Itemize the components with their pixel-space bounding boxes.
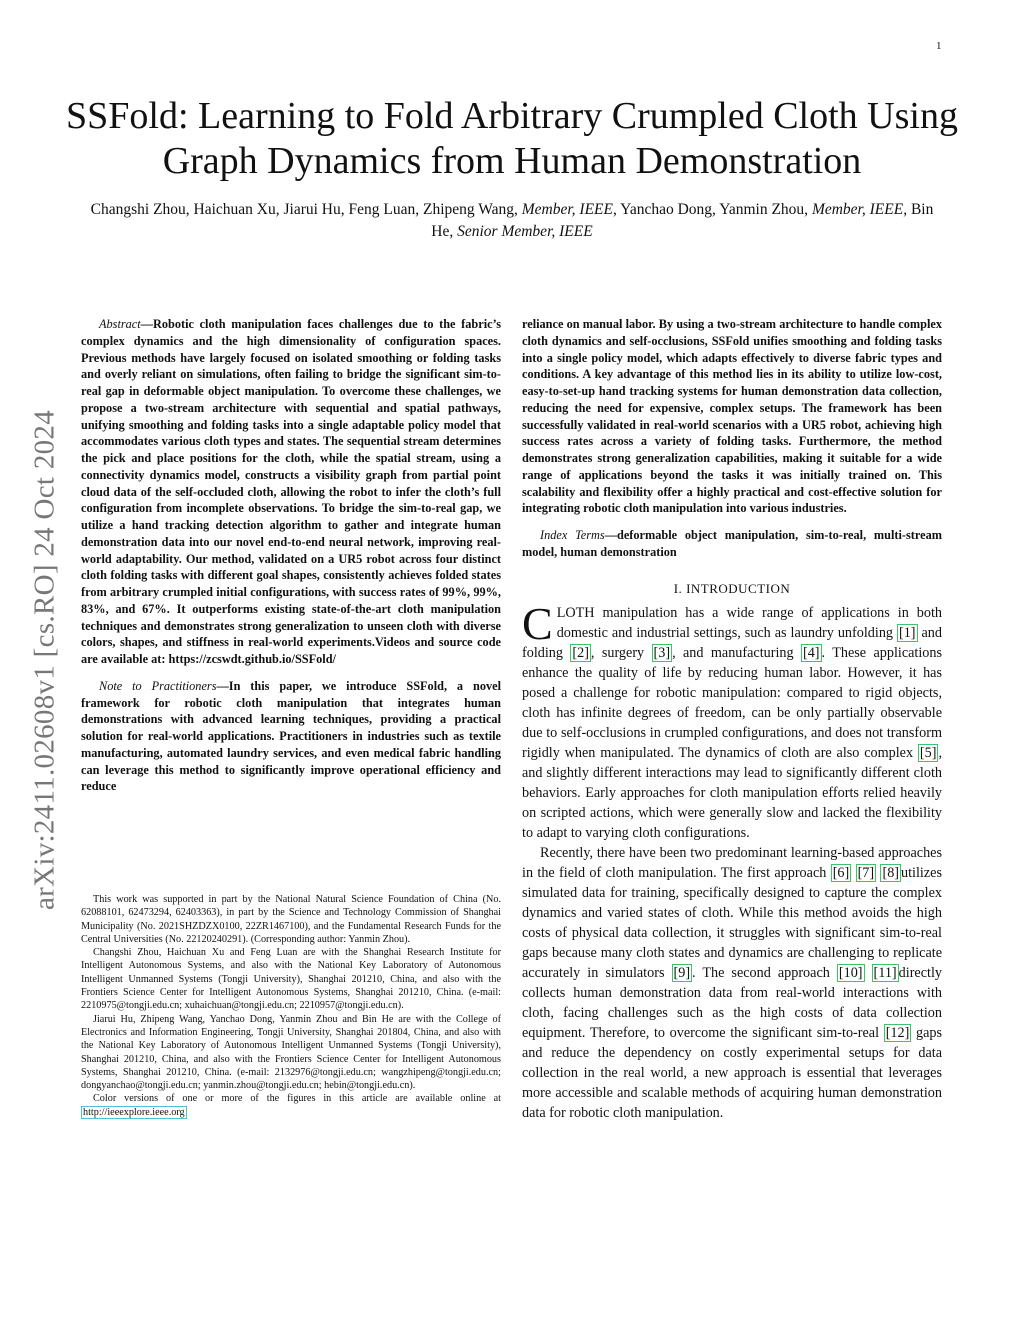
intro-p1-text-d: , and manufacturing [672, 644, 801, 661]
page-number: 1 [936, 40, 942, 52]
right-column [522, 316, 942, 1123]
citation-6[interactable]: [6] [832, 864, 850, 881]
citation-4[interactable]: [4] [802, 644, 820, 661]
index-terms [522, 527, 942, 561]
intro-paragraph-1 [522, 597, 943, 843]
intro-p2-text-c: . The second approach [692, 964, 837, 981]
intro-p2-text-a: Recently, there have been two predominant learning-based approaches in the field of cloth manipulation. The first approach [522, 844, 942, 881]
footnote-funding: This work was supported in part by the National Natural Science Foundation of China (No. 62088101, 62473294, 62403363), in part by the Science and Technology Commission of Shanghai Municipality (No. 2021SHZDZX0100, 22ZR1467100), and the Fundamental Research Funds for the Central Universities (No. 22120240291). (Corresponding author: Yanmin Zhou). [81, 894, 501, 945]
paper-title: SSFold: Learning to Fold Arbitrary Crumpled Cloth Using Graph Dynamics from Human Demonstration [66, 95, 958, 182]
citation-9[interactable]: [9] [673, 964, 691, 981]
abstract-label: Abstract [99, 317, 141, 331]
intro-p1-text-a: LOTH manipulation has a wide range of applications in both domestic and industrial settings, such as laundry unfolding [556, 604, 942, 641]
citation-2[interactable]: [2] [572, 644, 589, 661]
citation-7[interactable]: [7] [857, 864, 875, 881]
intro-p1-text-c: , surgery [590, 644, 652, 661]
intro-p1-text-f: , and slightly different interactions may lead to significantly different cloth behaviors. Early approaches for cloth manipulation efforts relied heavily on scripted actions, which were generally slow and lacked the flexibility to adapt to varying cloth configurations. [522, 744, 942, 841]
intro-p1-text-b: and folding [522, 624, 942, 661]
authors-part-1: Changshi Zhou, Haichuan Xu, Jiarui Hu, Feng Luan, Zhipeng Wang, [90, 201, 518, 218]
citation-8[interactable]: [8] [882, 864, 900, 881]
citation-12[interactable]: [12] [885, 1024, 910, 1041]
footnote-color-text: Color versions of one or more of the figures in this article are available online at [93, 1093, 501, 1105]
citation-11[interactable]: [11] [873, 964, 897, 981]
index-terms-label: Index Terms [540, 528, 605, 542]
footnote-color [81, 1092, 501, 1119]
footnotes [81, 893, 501, 1119]
author-list [80, 199, 944, 243]
authors-part-3: , Bin He, [431, 201, 934, 240]
author-role-3: Senior Member, IEEE [457, 223, 593, 240]
intro-p1-text-e: . These applications enhance the quality of life by reducing human labor. However, it has posed a challenge for robotic manipulation: compared to rigid objects, cloth has infinite degrees of freedom, can be only partially observable due to self-occlusions in crumpled configurations, and does not transform rigidly when manipulated. The dynamics of cloth are also complex [522, 644, 943, 761]
arxiv-stamp-text: arXiv:2411.02608v1 [cs.RO] 24 Oct 2024 [28, 409, 61, 911]
section-title: INTRODUCTION [686, 580, 791, 596]
author-role-1: Member, IEEE [521, 201, 613, 218]
intro-paragraph-2 [522, 843, 942, 1123]
author-role-2: Member, IEEE [811, 201, 904, 218]
abstract-text: —Robotic cloth manipulation faces challenges due to the fabric’s complex dynamics and the high dimensionality of configuration spaces. Previous methods have largely focused on isolated smoothing or folding tasks and overly reliant on simulations, often failing to bridge the significant sim-to-real gap in deformable object manipulation. To overcome these challenges, we propose a two-stream architecture with sequential and spatial pathways, unifying smoothing and folding tasks into a single adaptable policy model that accommodates various cloth types and states. The sequential stream determines the pick and place positions for the cloth, while the spatial stream, using a connectivity dynamics model, constructs a visibility graph from partial point cloud data of the self-occluded cloth, allowing the robot to infer the cloth’s full configuration from incomplete observations. To bridge the sim-to-real gap, we utilize a hand tracking detection algorithm to gather and integrate human demonstration data into our novel end-to-end neural network, improving real-world adaptability. Our method, validated on a UR5 robot across four distinct cloth folding tasks with different goal shapes, consistently achieves folded states from arbitrary crumpled initial configurations, with success rates of 99%, 99%, 83%, and 67%. It outperforms existing state-of-the-art cloth manipulation techniques and demonstrates strong generalization to unseen cloth with diverse colors, shapes, and stiffness in real-world experiments.Videos and source code are available at: https://zcswdt.github.io/SSFold/ [81, 317, 501, 666]
authors-part-2: , Yanchao Dong, Yanmin Zhou, [613, 201, 809, 218]
citation-5[interactable]: [5] [919, 744, 937, 761]
note-continued: reliance on manual labor. By using a two-stream architecture to handle complex cloth dynamics and self-occlusions, SSFold unifies smoothing and folding tasks into a single policy model, which adapts effectively to diverse fabric types and conditions. A key advantage of this method lies in its ability to utilize low-cost, easy-to-set-up hand tracking systems for human demonstration data collection, reducing the need for expensive, complex setups. The framework has been successfully validated in real-world scenarios with a UR5 robot, achieving high success rates across a variety of folding tasks. Furthermore, the method demonstrates strong generalization capabilities, making it suitable for a wide range of applications beyond the tasks it was initially trained on. This scalability and flexibility offer a highly practical and cost-effective solution for integrating robotic cloth manipulation into various industries. [522, 317, 942, 516]
note-text-left: —In this paper, we introduce SSFold, a novel framework for robotic cloth manipulation that integrates human demonstrations with advanced learning techniques, providing a practical solution for real-world applications. Practitioners in industries such as textile manufacturing, automated laundry services, and even medical fabric handling can leverage this method to significantly improve operational efficiency and reduce [81, 678, 501, 794]
left-column [81, 316, 501, 795]
citation-3[interactable]: [3] [653, 644, 671, 661]
drop-cap: C [522, 597, 553, 649]
intro-p2-text-e: gaps and reduce the dependency on costly experimental setups for data collection in the real world, a new approach is essential that leverages more accessible and scalable methods of acquiring human demonstration data for robotic cloth manipulation. [522, 1024, 942, 1121]
note-to-practitioners [81, 678, 501, 795]
footnote-affiliation-2: Jiarui Hu, Zhipeng Wang, Yanchao Dong, Yanmin Zhou and Bin He are with the College of Electronics and Information Engineering, Tongji University, Shanghai 201804, China, and also with the National Key Laboratory of Autonomous Intelligent Unmanned Systems (Tongji University), Shanghai 201210, China, and also with the Frontiers Science Center for Intelligent Autonomous Systems, Shanghai 201210, China. (e-mail: 2132976@tongji.edu.cn; wangzhipeng@tongji.edu.cn; dongyanchao@tongji.edu.cn; yanmin.zhou@tongji.edu.cn; hebin@tongji.edu.cn). [81, 1013, 501, 1092]
citation-1[interactable]: [1] [898, 624, 916, 641]
intro-p2-text-d: directly collects human demonstration data from real-world interactions with cloth, facing challenges such as the high costs of data collection equipment. Therefore, to overcome the significant sim-to-real [522, 964, 943, 1041]
section-heading [522, 581, 942, 597]
note-label: Note to Practitioners [99, 678, 217, 693]
ieee-link[interactable]: http://ieeexplore.ieee.org [83, 1106, 185, 1118]
index-terms-text: —deformable object manipulation, sim-to-real, multi-stream model, human demonstration [522, 528, 942, 559]
abstract [81, 316, 501, 668]
footnote-affiliation-1: Changshi Zhou, Haichuan Xu and Feng Luan are with the Shanghai Research Institute for Intelligent Autonomous Systems, and also with the National Key Laboratory of Autonomous Intelligent Unmanned Systems (Tongji University), Shanghai 201210, China, and also with the Frontiers Science Center for Intelligent Autonomous Systems, Shanghai 201210, China. (e-mail: 2210975@tongji.edu.cn; xuhaichuan@tongji.edu.cn; 2210957@tongji.edu.cn). [81, 947, 501, 1012]
citation-10[interactable]: [10] [838, 964, 863, 981]
section-number: I. [673, 580, 683, 596]
intro-p2-text-b: utilizes simulated data for training, specifically designed to capture the complex dynamics and varied states of cloth. While this method avoids the high costs of physical data collection, it struggles with significant sim-to-real gaps because many cloth states and dynamics are challenging to replicate accurately in simulators [522, 864, 942, 981]
